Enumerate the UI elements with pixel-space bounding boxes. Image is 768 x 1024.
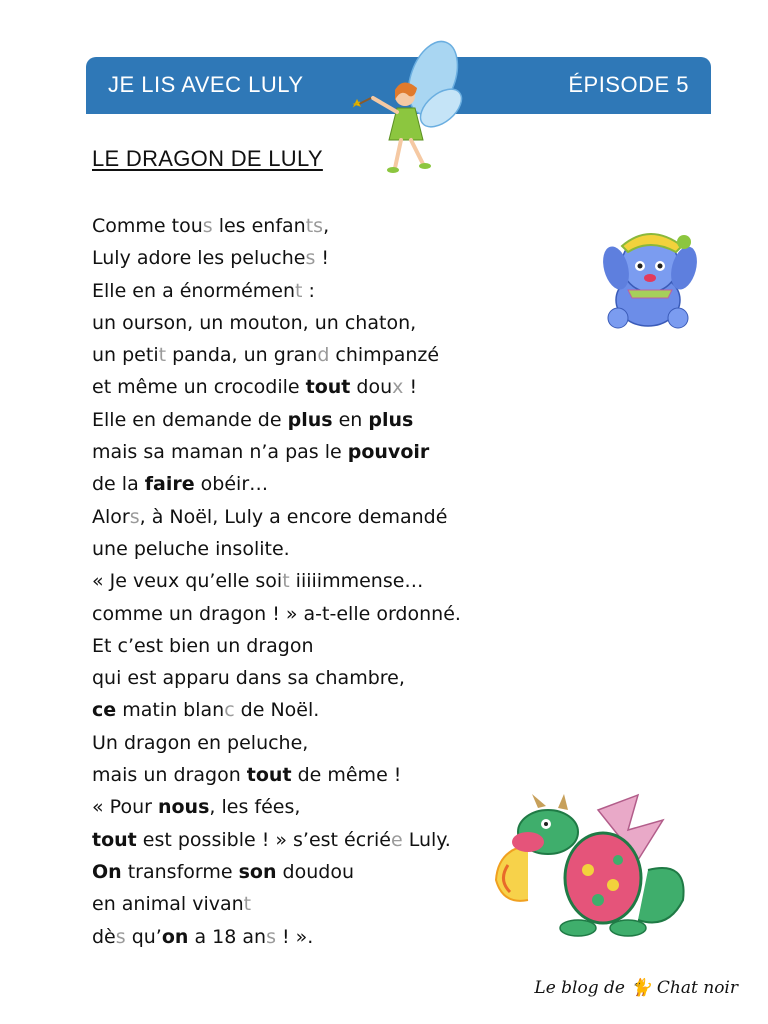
silent-letter: s	[115, 925, 126, 948]
text-segment: « Pour	[92, 796, 158, 819]
fairy-illustration	[345, 38, 475, 178]
silent-letter: s	[202, 215, 213, 237]
text-segment: dou	[350, 376, 393, 399]
text-segment: transforme	[121, 860, 239, 883]
poem-line	[92, 242, 532, 274]
story-title: LE DRAGON DE LULY	[92, 146, 323, 171]
poem-line	[92, 210, 532, 242]
poem-line	[92, 791, 532, 823]
text-segment: un peti	[92, 344, 159, 367]
text-segment: ! ».	[275, 925, 314, 948]
text-segment: Alor	[92, 505, 130, 528]
silent-letter: e	[390, 828, 403, 851]
poem-text	[92, 210, 532, 953]
silent-letter: d	[317, 344, 330, 367]
text-segment: mais sa maman n’a pas le	[92, 441, 348, 464]
bold-word: on	[161, 925, 189, 948]
poem-line	[92, 856, 532, 888]
silent-letter: s	[266, 925, 276, 948]
poem-line	[92, 630, 532, 662]
text-segment: est possible ! » s’est écrié	[136, 828, 391, 851]
text-segment: Et c’est bien un dragon	[92, 634, 314, 657]
poem-line	[92, 468, 532, 500]
text-segment: Luly.	[402, 828, 451, 851]
text-segment: un ourson, un mouton, un chaton,	[92, 311, 417, 334]
teddy-dog-illustration	[590, 222, 705, 332]
bold-word: tout	[305, 376, 351, 399]
bold-word: tout	[92, 828, 137, 851]
text-segment: ,	[323, 215, 330, 237]
poem-line	[92, 662, 532, 694]
silent-letter: s	[129, 505, 140, 528]
silent-letter: ts	[305, 215, 324, 237]
text-segment: Comme tou	[92, 215, 203, 237]
text-segment: et même un crocodile	[92, 376, 306, 399]
poem-line	[92, 598, 532, 630]
bold-word: tout	[246, 764, 292, 787]
text-segment: « Je veux qu’elle soi	[92, 570, 283, 593]
poem-line	[92, 371, 532, 403]
text-segment: !	[403, 376, 418, 399]
text-segment: obéir…	[194, 473, 269, 496]
bold-word: On	[92, 860, 122, 883]
poem-line	[92, 436, 532, 468]
poem-line	[92, 533, 532, 565]
text-segment: Un dragon en peluche,	[92, 731, 309, 754]
text-segment: Elle en a énormémen	[92, 279, 296, 302]
text-segment: qu’	[125, 925, 162, 948]
text-segment: , à Noël, Luly a encore demandé	[139, 505, 448, 528]
poem-line	[92, 921, 532, 953]
text-segment: !	[315, 247, 330, 270]
poem-line	[92, 565, 532, 597]
bold-word: nous	[157, 796, 210, 819]
poem-line	[92, 339, 532, 371]
text-segment: iiiiimmense…	[289, 570, 424, 593]
text-segment: Elle en demande de	[92, 408, 288, 431]
text-segment: de Noël.	[234, 699, 320, 722]
poem-line	[92, 824, 532, 856]
silent-letter: x	[392, 376, 404, 399]
poem-line	[92, 404, 532, 436]
bold-word: plus	[287, 408, 333, 431]
text-segment: a 18 an	[188, 925, 267, 948]
text-segment: qui est apparu dans sa chambre,	[92, 667, 405, 690]
poem-line	[92, 888, 532, 920]
silent-letter: s	[305, 247, 316, 270]
silent-letter: t	[295, 279, 303, 302]
text-segment: mais un dragon	[92, 764, 247, 787]
poem-line	[92, 727, 532, 759]
text-segment: en	[332, 408, 369, 431]
bold-word: ce	[92, 699, 117, 722]
text-segment: doudou	[276, 860, 354, 883]
bold-word: son	[238, 860, 277, 883]
text-segment: , les fées,	[209, 796, 301, 819]
dragon-illustration	[488, 790, 698, 940]
text-segment: matin blan	[116, 699, 225, 722]
series-title: JE LIS AVEC LULY	[108, 72, 304, 97]
episode-label: ÉPISODE 5	[568, 72, 689, 97]
bold-word: plus	[368, 408, 414, 431]
silent-letter: t	[282, 570, 290, 593]
text-segment: une peluche insolite.	[92, 537, 290, 560]
bold-word: faire	[144, 473, 195, 496]
text-segment: les enfan	[212, 215, 306, 237]
poem-line	[92, 275, 532, 307]
text-segment: panda, un gran	[166, 344, 318, 367]
blog-signature: Le blog de 🐈 Chat noir	[534, 978, 738, 998]
bold-word: pouvoir	[347, 441, 430, 464]
text-segment: de la	[92, 473, 145, 496]
silent-letter: t	[158, 344, 167, 367]
text-segment: en animal vivan	[92, 893, 244, 916]
silent-letter: c	[224, 699, 235, 722]
text-segment: comme un dragon ! » a-t-elle ordonné.	[92, 602, 461, 625]
silent-letter: t	[243, 893, 252, 916]
text-segment: :	[302, 279, 315, 302]
text-segment: de même !	[291, 764, 402, 787]
text-segment: dè	[92, 925, 116, 948]
poem-line	[92, 307, 532, 339]
poem-line	[92, 694, 532, 726]
poem-line	[92, 759, 532, 791]
text-segment: Luly adore les peluche	[92, 247, 306, 270]
poem-line	[92, 501, 532, 533]
text-segment: chimpanzé	[329, 344, 440, 367]
